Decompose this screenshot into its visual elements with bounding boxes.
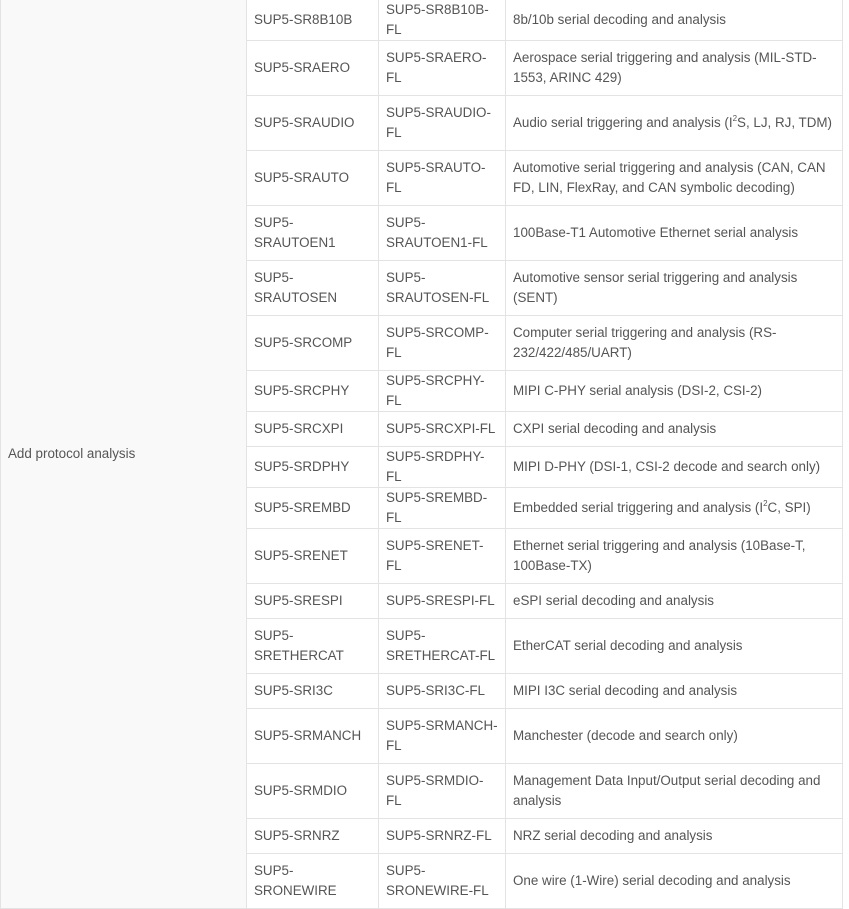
model-number-cell: SUP5-SRCPHY [247, 371, 379, 412]
model-number-cell: SUP5-SRAUTOSEN [247, 261, 379, 316]
floating-license-cell: SUP5-SRENET-FL [379, 529, 506, 584]
description-text: Embedded serial triggering and analysis (I [513, 500, 764, 515]
description-cell: Automotive sensor serial triggering and analysis (SENT) [506, 261, 843, 316]
floating-license-cell: SUP5-SRNRZ-FL [379, 819, 506, 854]
floating-license-cell: SUP5-SRCXPI-FL [379, 412, 506, 447]
table-row [1, 0, 843, 41]
model-number-cell: SUP5-SRMDIO [247, 764, 379, 819]
model-number-cell: SUP5-SRENET [247, 529, 379, 584]
description-cell: Automotive serial triggering and analysis (CAN, CAN FD, LIN, FlexRay, and CAN symbolic decoding) [506, 151, 843, 206]
floating-license-cell: SUP5-SRDPHY-FL [379, 447, 506, 488]
floating-license-cell: SUP5-SR8B10B-FL [379, 0, 506, 41]
floating-license-cell: SUP5-SRMANCH-FL [379, 709, 506, 764]
description-cell: Ethernet serial triggering and analysis (10Base-T, 100Base-TX) [506, 529, 843, 584]
description-cell: NRZ serial decoding and analysis [506, 819, 843, 854]
description-cell: MIPI C-PHY serial analysis (DSI-2, CSI-2) [506, 371, 843, 412]
floating-license-cell: SUP5-SRONEWIRE-FL [379, 854, 506, 909]
description-cell: 100Base-T1 Automotive Ethernet serial analysis [506, 206, 843, 261]
description-cell [506, 488, 843, 529]
description-cell: Aerospace serial triggering and analysis (MIL-STD-1553, ARINC 429) [506, 41, 843, 96]
description-cell: EtherCAT serial decoding and analysis [506, 619, 843, 674]
floating-license-cell: SUP5-SRCPHY-FL [379, 371, 506, 412]
model-number-cell: SUP5-SRI3C [247, 674, 379, 709]
model-number-cell: SUP5-SRAUDIO [247, 96, 379, 151]
model-number-cell: SUP5-SRCXPI [247, 412, 379, 447]
floating-license-cell: SUP5-SRI3C-FL [379, 674, 506, 709]
description-cell: CXPI serial decoding and analysis [506, 412, 843, 447]
description-cell: 8b/10b serial decoding and analysis [506, 0, 843, 41]
floating-license-cell: SUP5-SRCOMP-FL [379, 316, 506, 371]
floating-license-cell: SUP5-SRMDIO-FL [379, 764, 506, 819]
floating-license-cell: SUP5-SRAUTOEN1-FL [379, 206, 506, 261]
model-number-cell: SUP5-SRMANCH [247, 709, 379, 764]
floating-license-cell: SUP5-SRETHERCAT-FL [379, 619, 506, 674]
floating-license-cell: SUP5-SRAUTOSEN-FL [379, 261, 506, 316]
description-cell: eSPI serial decoding and analysis [506, 584, 843, 619]
superscript: 2 [763, 498, 768, 508]
superscript: 2 [732, 113, 738, 123]
description-cell [506, 96, 843, 151]
model-number-cell: SUP5-SRONEWIRE [247, 854, 379, 909]
model-number-cell: SUP5-SR8B10B [247, 0, 379, 41]
model-number-cell: SUP5-SRAUTOEN1 [247, 206, 379, 261]
floating-license-cell: SUP5-SRAUTO-FL [379, 151, 506, 206]
model-number-cell: SUP5-SRDPHY [247, 447, 379, 488]
model-number-cell: SUP5-SRETHERCAT [247, 619, 379, 674]
floating-license-cell: SUP5-SRAUDIO-FL [379, 96, 506, 151]
description-cell: Manchester (decode and search only) [506, 709, 843, 764]
model-number-cell: SUP5-SREMBD [247, 488, 379, 529]
description-text-suffix: C, SPI) [767, 500, 811, 515]
model-number-cell: SUP5-SRESPI [247, 584, 379, 619]
description-text: Audio serial triggering and analysis (I [513, 115, 733, 130]
description-cell: Management Data Input/Output serial decoding and analysis [506, 764, 843, 819]
description-text-suffix: S, LJ, RJ, TDM) [737, 115, 833, 130]
floating-license-cell: SUP5-SRAERO-FL [379, 41, 506, 96]
model-number-cell: SUP5-SRAERO [247, 41, 379, 96]
description-cell: Computer serial triggering and analysis (RS-232/422/485/UART) [506, 316, 843, 371]
table-body [1, 0, 843, 909]
description-cell: MIPI I3C serial decoding and analysis [506, 674, 843, 709]
group-label-cell: Add protocol analysis [1, 0, 247, 909]
model-number-cell: SUP5-SRNRZ [247, 819, 379, 854]
description-cell: One wire (1-Wire) serial decoding and analysis [506, 854, 843, 909]
description-cell: MIPI D-PHY (DSI-1, CSI-2 decode and search only) [506, 447, 843, 488]
model-number-cell: SUP5-SRCOMP [247, 316, 379, 371]
model-number-cell: SUP5-SRAUTO [247, 151, 379, 206]
floating-license-cell: SUP5-SRESPI-FL [379, 584, 506, 619]
floating-license-cell: SUP5-SREMBD-FL [379, 488, 506, 529]
